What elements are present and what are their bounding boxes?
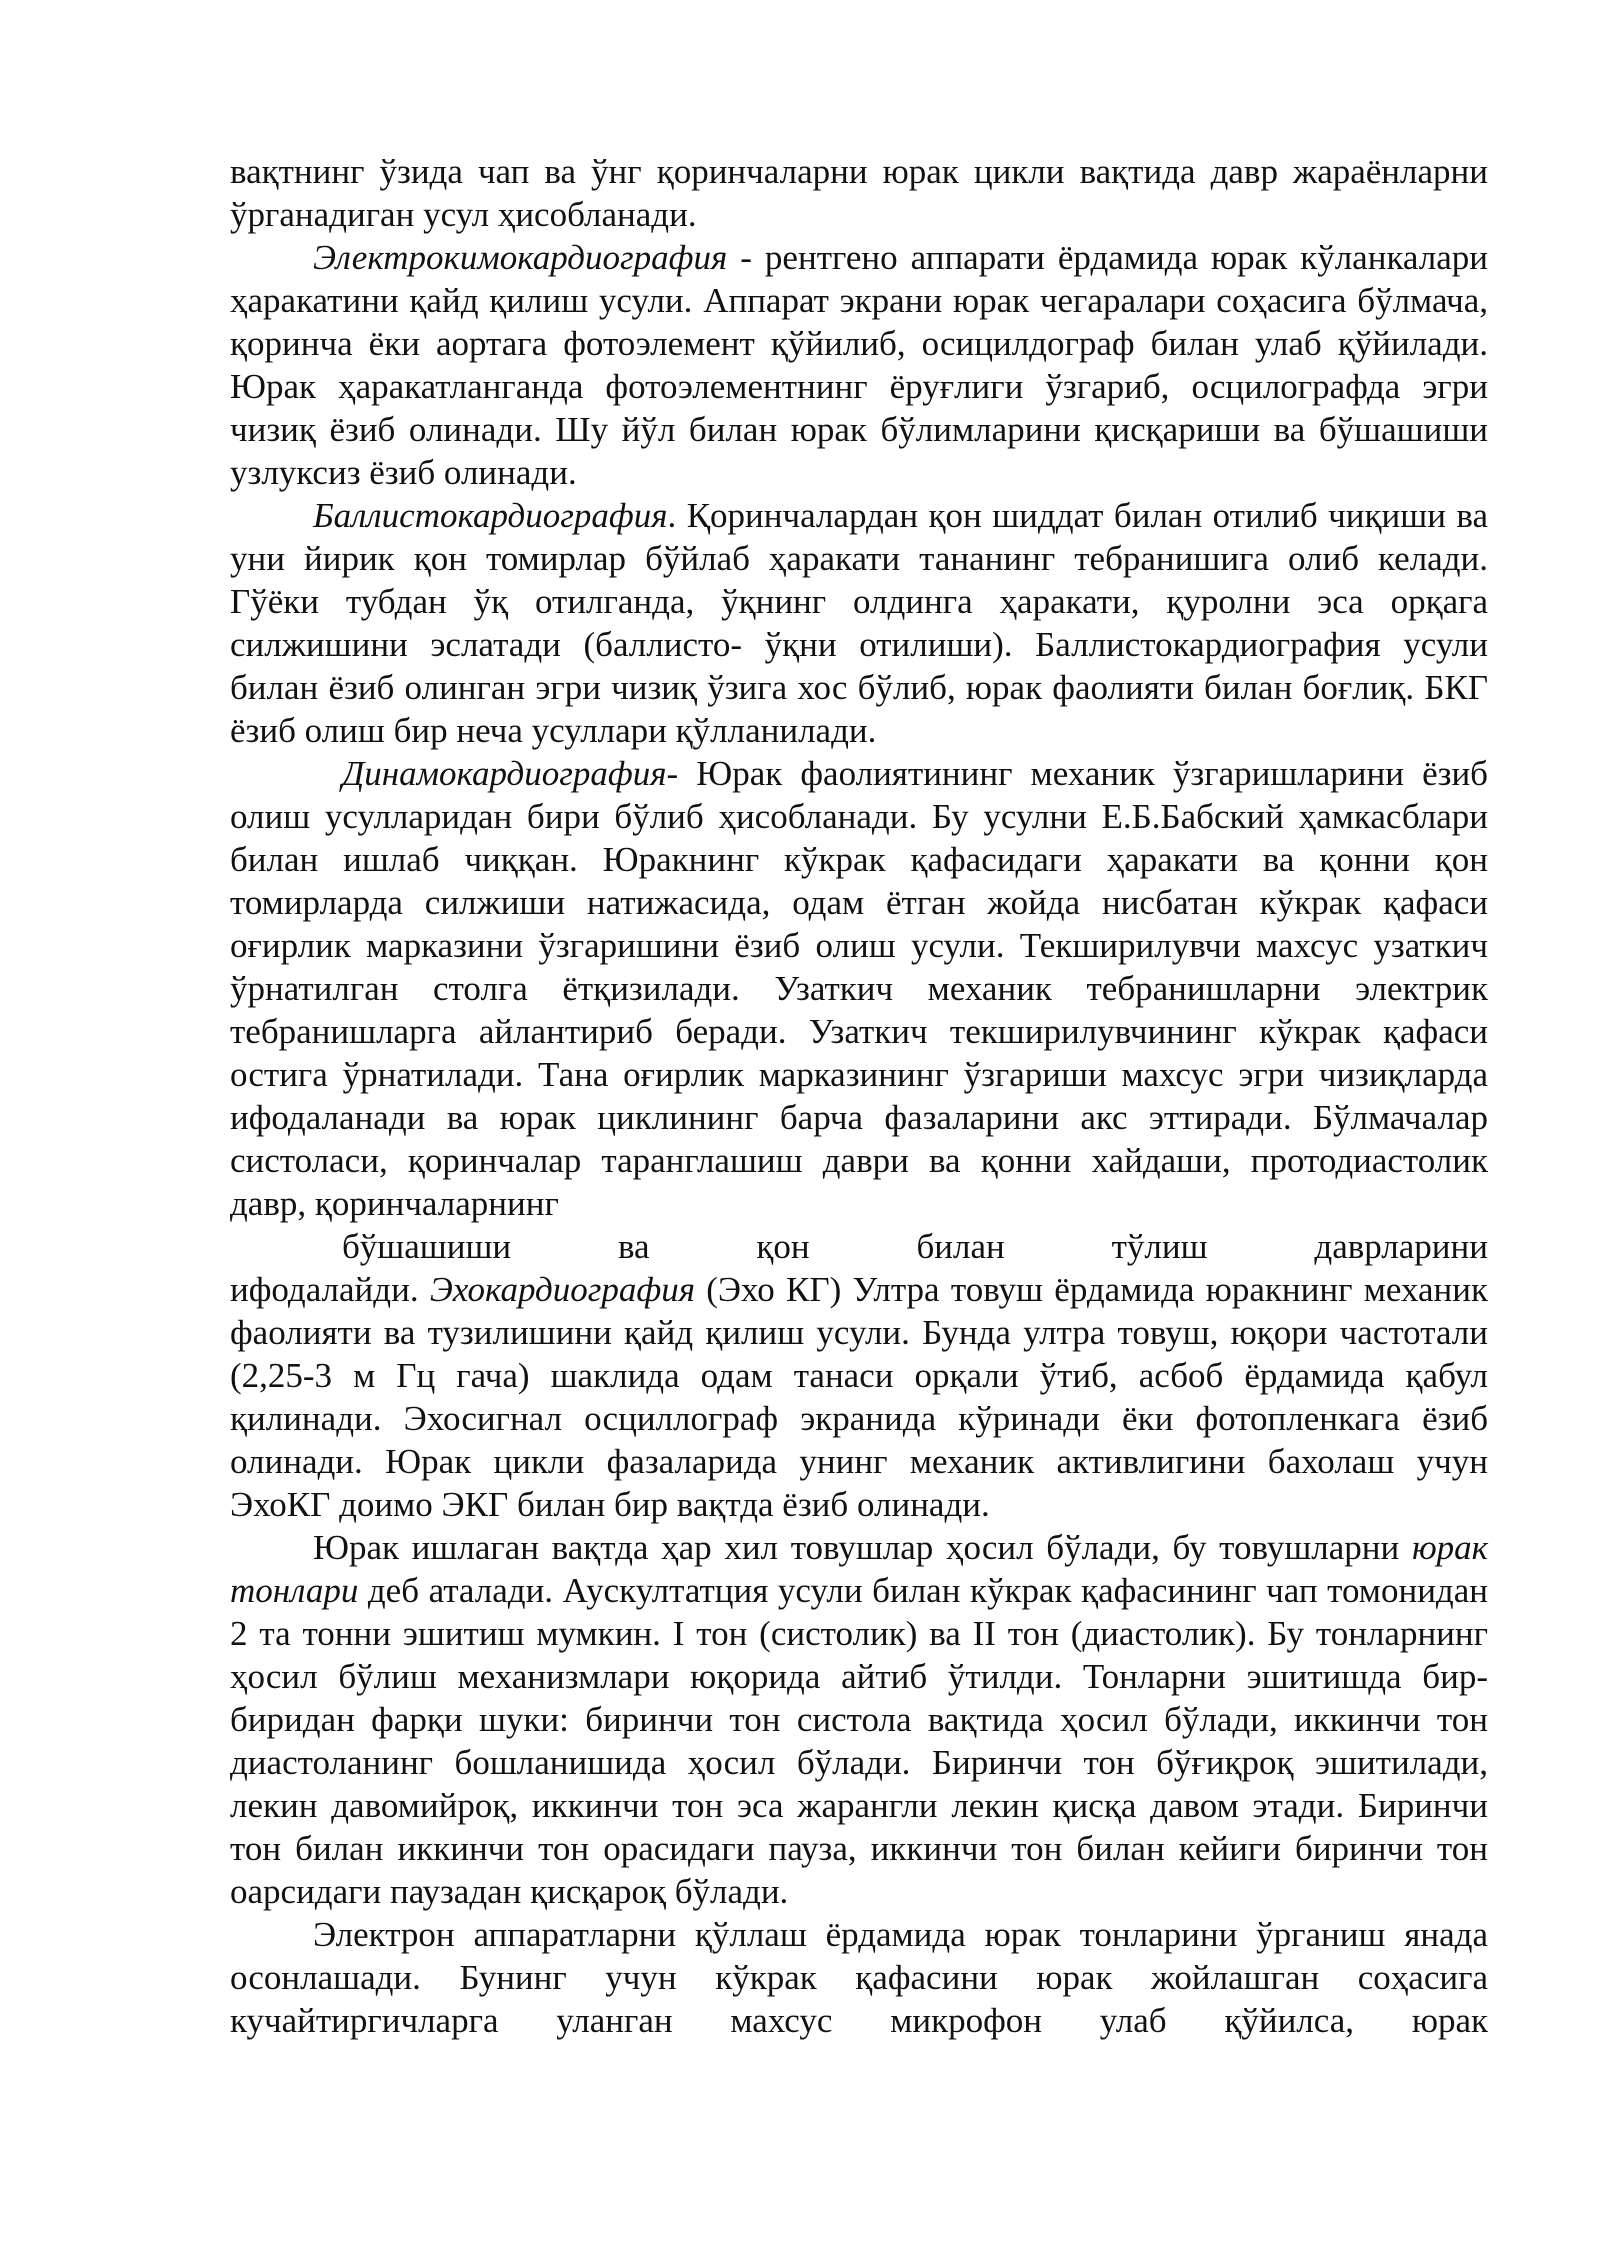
- paragraph-echocardiography-lead: ифодалайди.: [230, 1270, 430, 1309]
- paragraph-electrokymocardiography: [230, 236, 1488, 494]
- paragraph-heart-tones-lead: Юрак ишлаган вақтда ҳар хил товушлар ҳосил бўлади, бу товушларни: [313, 1528, 1412, 1567]
- term-dynamocardiography: Динамокардиография: [342, 754, 667, 793]
- term-electrokymocardiography: Электрокимокардиография: [313, 238, 728, 277]
- paragraph-dynamocardiography-spread-line: бўшашиши ва қон билан тўлиш даврларини: [342, 1227, 1488, 1266]
- paragraph-intro-text: вақтнинг ўзида чап ва ўнг қоринчаларни юрак цикли вақтида давр жараёнларни ўрганадиган усул ҳисобланади.: [230, 152, 1488, 234]
- paragraph-echocardiography-text: (Эхо КГ) Ултра товуш ёрдамида юракнинг механик фаолияти ва тузилишини қайд қилиш усули. Бунда ултра товуш, юқори частотали (2,25-3 м Гц гача) шаклида одам танаси орқали ўтиб, асбоб ёрдамида қабул қилинади. Эхосигнал осциллограф экранида кўринади ёки фотопленкага ёзиб олинади. Юрак цикли фазаларида унинг механик активлигини бахолаш учун ЭхоКГ доимо ЭКГ билан бир вақтда ёзиб олинади.: [230, 1270, 1488, 1524]
- paragraph-electronic-devices: [230, 1913, 1488, 2042]
- document-page: [230, 150, 1488, 2042]
- paragraph-heart-tones-text: деб аталади. Аускултатция усули билан кўкрак қафасининг чап томонидан 2 та тонни эшитиш мумкин. I тон (систолик) ва II тон (диастолик). Бу тонларнинг ҳосил бўлиш механизмлари юқорида айтиб ўтилди. Тонларни эшитишда бир- биридан фарқи шуки: биринчи тон систола вақтида ҳосил бўлади, иккинчи тон диастоланинг бошланишида ҳосил бўлади. Биринчи тон бўғиқроқ эшитилади, лекин давомийроқ, иккинчи тон эса жарангли лекин қисқа давом этади. Биринчи тон билан иккинчи тон орасидаги пауза, иккинчи тон билан кейиги биринчи тон оарсидаги паузадан қисқароқ бўлади.: [230, 1571, 1488, 1911]
- paragraph-heart-tones: [230, 1526, 1488, 1913]
- term-echocardiography: Эхокардиография: [429, 1270, 695, 1309]
- paragraph-electronic-devices-text: Электрон аппаратларни қўллаш ёрдамида юрак тонларини ўрганиш янада осонлашади. Бунинг учун кўкрак қафасини юрак жойлашган соҳасига кучайтиргичларга уланган махсус микрофон улаб қўйилса, юрак: [230, 1915, 1488, 2040]
- term-heart-tones: юрак тонлари: [230, 1528, 1488, 1610]
- paragraph-ballistocardiography: [230, 494, 1488, 752]
- paragraph-intro: [230, 150, 1488, 236]
- paragraph-ballistocardiography-text: . Қоринчалардан қон шиддат билан отилиб чиқиши ва уни йирик қон томирлар бўйлаб ҳаракати тананинг тебранишига олиб келади. Гўёки тубдан ўқ отилганда, ўқнинг олдинга ҳаракати, қуролни эса орқага силжишини эслатади (баллисто- ўқни отилиши). Баллистокардиография усули билан ёзиб олинган эгри чизиқ ўзига хос бўлиб, юрак фаолияти билан боғлиқ. БКГ ёзиб олиш бир неча усуллари қўлланилади.: [230, 496, 1488, 750]
- paragraph-electrokymocardiography-text: - рентгено аппарати ёрдамида юрак кўланкалари ҳаракатини қайд қилиш усули. Аппарат экрани юрак чегаралари соҳасига бўлмача, қоринча ёки аортага фотоэлемент қўйилиб, осицилдограф билан улаб қўйилади. Юрак ҳаракатланганда фотоэлементнинг ёруғлиги ўзгариб, осцилографда эгри чизиқ ёзиб олинади. Шу йўл билан юрак бўлимларини қисқариши ва бўшашиши узлуксиз ёзиб олинади.: [230, 238, 1488, 492]
- paragraph-dynamocardiography-text: - Юрак фаолиятининг механик ўзгаришларини ёзиб олиш усулларидан бири бўлиб ҳисобланади. Бу усулни Е.Б.Бабский ҳамкасблари билан ишлаб чиққан. Юракнинг кўкрак қафасидаги ҳаракати ва қонни қон томирларда силжиши натижасида, одам ётган жойда нисбатан кўкрак қафаси оғирлик марказини ўзгаришини ёзиб олиш усули. Текширилувчи махсус узаткич ўрнатилган столга ётқизилади. Узаткич механик тебранишларни электрик тебранишларга айлантириб беради. Узаткич текширилувчининг кўкрак қафаси остига ўрнатилади. Тана оғирлик марказининг ўзгариши махсус эгри чизиқларда ифодаланади ва юрак циклининг барча фазаларини акс эттиради. Бўлмачалар систоласи, қоринчалар таранглашиш даври ва қонни хайдаши, протодиастолик давр, қоринчаларнинг: [230, 754, 1488, 1223]
- paragraph-dynamocardiography: [230, 752, 1488, 1526]
- term-ballistocardiography: Баллистокардиография: [313, 496, 668, 535]
